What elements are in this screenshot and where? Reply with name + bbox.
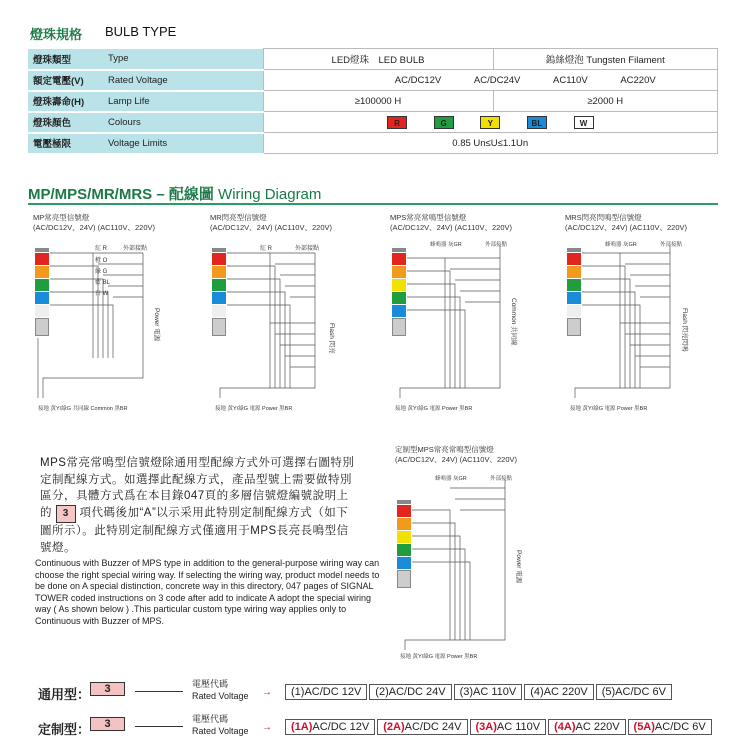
connector-line bbox=[135, 691, 183, 692]
option-code: (3A) bbox=[475, 721, 497, 733]
bulb-spec-title-en: BULB TYPE bbox=[105, 24, 177, 39]
option-code: (2A) bbox=[383, 721, 405, 733]
led-bulb-header: LED燈珠 LED BULB bbox=[263, 49, 493, 70]
custom-voltage-caption bbox=[192, 713, 249, 737]
voltage-limit: 0.85 Un≤U≤1.1Un bbox=[263, 133, 718, 154]
diagram-title: MP常亮型信號燈 bbox=[33, 213, 90, 222]
custom-voltage-options bbox=[285, 717, 714, 735]
diagram-title: MRS閃亮閃鳴型信號燈 bbox=[565, 213, 642, 222]
buzzer-label: 蜂鳴器 灰GR bbox=[605, 242, 637, 248]
common-label: Common 共同線 bbox=[510, 298, 517, 346]
buzzer-label: 蜂鳴器 灰GR bbox=[435, 476, 467, 482]
code-position-box: 3 bbox=[56, 505, 76, 524]
option-text: AC/DC 12V bbox=[312, 721, 370, 733]
colour-red: R bbox=[387, 116, 407, 129]
colour-swatches bbox=[263, 112, 718, 133]
wire-label-red: 紅 R bbox=[260, 246, 273, 252]
diagram-bottom-label: 接地 黃Y/綠G 電源 Power 黑BR bbox=[400, 654, 478, 660]
spec-label-zh: 燈珠顏色 bbox=[28, 112, 103, 133]
colour-blue: BL bbox=[527, 116, 547, 129]
voltage-option: (2)AC/DC 24V bbox=[369, 684, 451, 700]
voltage-option bbox=[285, 719, 375, 735]
spec-label-zh: 電壓極限 bbox=[28, 133, 103, 154]
spec-row-type bbox=[28, 49, 718, 70]
diagram-subtitle: (AC/DC12V、24V) (AC110V、220V) bbox=[390, 223, 512, 232]
colour-white: W bbox=[574, 116, 594, 129]
voltage-option bbox=[548, 719, 625, 735]
custom-type-label: 定制型： bbox=[38, 722, 91, 737]
wiring-diagram-mps bbox=[390, 213, 550, 413]
life-led: ≥100000 H bbox=[263, 91, 493, 112]
wiring-dash: – bbox=[152, 186, 169, 203]
life-tungsten: ≥2000 H bbox=[493, 91, 718, 112]
diagram-subtitle: (AC/DC12V、24V) (AC110V、220V) bbox=[33, 223, 155, 232]
wiring-heading-en: Wiring Diagram bbox=[218, 186, 322, 203]
flash-label: Flash 閃亮 bbox=[328, 323, 335, 354]
option-text: AC 220V bbox=[575, 721, 620, 733]
wiring-diagram-mr bbox=[210, 213, 370, 413]
spec-label-zh: 額定電壓(V) bbox=[28, 70, 103, 91]
spec-label-en: Type bbox=[103, 49, 263, 70]
diagram-bottom-label: 接地 黃Y/綠G 電源 Power 黑BR bbox=[570, 406, 648, 412]
bulb-spec-table bbox=[28, 48, 718, 155]
wire-label-orange: 橙 O bbox=[95, 258, 108, 264]
spec-row-colours bbox=[28, 112, 718, 133]
description-en: Continuous with Buzzer of MPS type in addition to the general-purpose wiring way can choose the right special wiring way. If selecting the wiring way, product model needs to be done on A special distinction, concrete way in this directory, 047 pages of SIGNAL TOWER coded instructions on 3 code after add to indicate A adopt the special wiring way ( As shown below ) .This particular custom type wiring way applies only to Continuous with Buzzer of MPS. bbox=[35, 558, 380, 626]
power-label: Power 電源 bbox=[153, 308, 160, 342]
wiring-lines bbox=[210, 238, 370, 413]
voltage-option: (3)AC 110V bbox=[454, 684, 523, 700]
external-contact-label: 外部接點 bbox=[485, 242, 508, 248]
colour-green: G bbox=[434, 116, 454, 129]
option-text: AC/DC 6V bbox=[654, 721, 706, 733]
voltage-code-zh: 電壓代碼 bbox=[192, 679, 229, 689]
voltage-code-zh: 電壓代碼 bbox=[192, 714, 229, 724]
buzzer-label: 蜂鳴器 灰GR bbox=[430, 242, 462, 248]
option-text: AC/DC 24V bbox=[404, 721, 462, 733]
external-contact-label: 外部接點 bbox=[123, 246, 148, 252]
wiring-lines bbox=[395, 470, 555, 660]
description-zh-part2: 項代碼後加“A”以示采用此特別定制配線方式（如下圖所示）。此特別定制配線方式僅適用于MPS長亮長鳴型信號燈。 bbox=[40, 506, 349, 554]
voltage-24v: AC/DC24V bbox=[473, 74, 521, 86]
external-contact-label: 外部接點 bbox=[490, 476, 513, 482]
diagram-subtitle: (AC/DC12V、24V) (AC110V、220V) bbox=[210, 223, 332, 232]
arrow-icon: → bbox=[262, 722, 272, 733]
flash-label: Flash 閃亮閃鳴 bbox=[681, 308, 688, 352]
description-zh bbox=[40, 455, 360, 556]
voltage-220v: AC220V bbox=[620, 74, 656, 86]
option-code: (5A) bbox=[633, 721, 655, 733]
voltage-option bbox=[377, 719, 467, 735]
diagram-bottom-label: 接地 黃Y/綠G 電源 Power 黑BR bbox=[215, 406, 293, 412]
spec-label-en: Voltage Limits bbox=[103, 133, 263, 154]
wire-label-white: 白 W bbox=[95, 291, 109, 297]
general-type-label: 通用型： bbox=[38, 687, 91, 702]
heading-divider bbox=[28, 203, 718, 205]
description-zh-part1: MPS常亮常鳴型信號燈除通用型配線方式外可選擇右圖特別定制配線方式。如選擇此配線方式，產品型號上需要做特別區分，具體方式爲在本目錄047頁的多層信號燈編號說明上的 bbox=[40, 457, 355, 519]
external-contact-label: 外部接點 bbox=[660, 242, 683, 248]
voltage-option: (1)AC/DC 12V bbox=[285, 684, 367, 700]
wiring-diagram-mrs bbox=[565, 213, 725, 413]
custom-wiring-diagram bbox=[395, 445, 555, 660]
voltage-values bbox=[263, 70, 718, 91]
general-code-box: 3 bbox=[90, 682, 125, 696]
wiring-heading bbox=[28, 183, 321, 204]
spec-label-en: Colours bbox=[103, 112, 263, 133]
wiring-models: MP/MPS/MR/MRS bbox=[28, 186, 153, 203]
option-text: AC 110V bbox=[496, 721, 541, 733]
custom-diagram-subtitle: (AC/DC12V、24V) (AC110V、220V) bbox=[395, 455, 517, 464]
spec-row-limits bbox=[28, 133, 718, 154]
colour-yellow: Y bbox=[480, 116, 500, 129]
voltage-code-en: Rated Voltage bbox=[192, 691, 249, 701]
voltage-option: (5)AC/DC 6V bbox=[596, 684, 672, 700]
connector-line bbox=[135, 726, 183, 727]
wiring-diagram-mp bbox=[33, 213, 193, 413]
wiring-lines bbox=[390, 238, 550, 413]
voltage-12v: AC/DC12V bbox=[394, 74, 442, 86]
diagram-subtitle: (AC/DC12V、24V) (AC110V、220V) bbox=[565, 223, 687, 232]
diagram-bottom-label: 接地 黃Y/綠G 電源 Power 黑BR bbox=[395, 406, 473, 412]
option-code: (4A) bbox=[554, 721, 576, 733]
voltage-option: (4)AC 220V bbox=[524, 684, 593, 700]
custom-diagram-title: 定制型MPS常亮常鳴型信號燈 bbox=[395, 445, 494, 454]
wiring-lines bbox=[33, 238, 193, 413]
option-code: (1A) bbox=[291, 721, 313, 733]
voltage-code-en: Rated Voltage bbox=[192, 726, 249, 736]
voltage-option bbox=[470, 719, 547, 735]
power-label: Power 電源 bbox=[515, 550, 522, 584]
wiring-lines bbox=[565, 238, 725, 413]
spec-label-en: Rated Voltage bbox=[103, 70, 263, 91]
wire-label-red: 紅 R bbox=[95, 246, 108, 252]
spec-row-life bbox=[28, 91, 718, 112]
general-voltage-caption bbox=[192, 678, 249, 702]
wire-label-blue: 藍 BL bbox=[95, 280, 111, 286]
general-voltage-options bbox=[285, 682, 674, 700]
spec-label-zh: 燈珠壽命(H) bbox=[28, 91, 103, 112]
bulb-spec-title-zh: 燈珠規格 bbox=[30, 27, 83, 42]
tungsten-header: 鎢絲燈泡 Tungsten Filament bbox=[493, 49, 718, 70]
diagram-bottom-label: 接地 黃Y/綠G 共同線 Common 黑BR bbox=[38, 406, 128, 412]
voltage-110v: AC110V bbox=[553, 74, 588, 86]
diagram-title: MR閃亮型信號燈 bbox=[210, 213, 267, 222]
spec-row-voltage bbox=[28, 70, 718, 91]
external-contact-label: 外部接點 bbox=[295, 246, 320, 252]
arrow-icon: → bbox=[262, 687, 272, 698]
diagram-title: MPS常亮常鳴型信號燈 bbox=[390, 213, 467, 222]
spec-label-en: Lamp Life bbox=[103, 91, 263, 112]
wire-label-green: 綠 G bbox=[95, 269, 108, 275]
custom-code-box: 3 bbox=[90, 717, 125, 731]
wiring-heading-zh: 配線圖 bbox=[168, 186, 214, 203]
voltage-option bbox=[628, 719, 712, 735]
spec-label-zh: 燈珠類型 bbox=[28, 49, 103, 70]
